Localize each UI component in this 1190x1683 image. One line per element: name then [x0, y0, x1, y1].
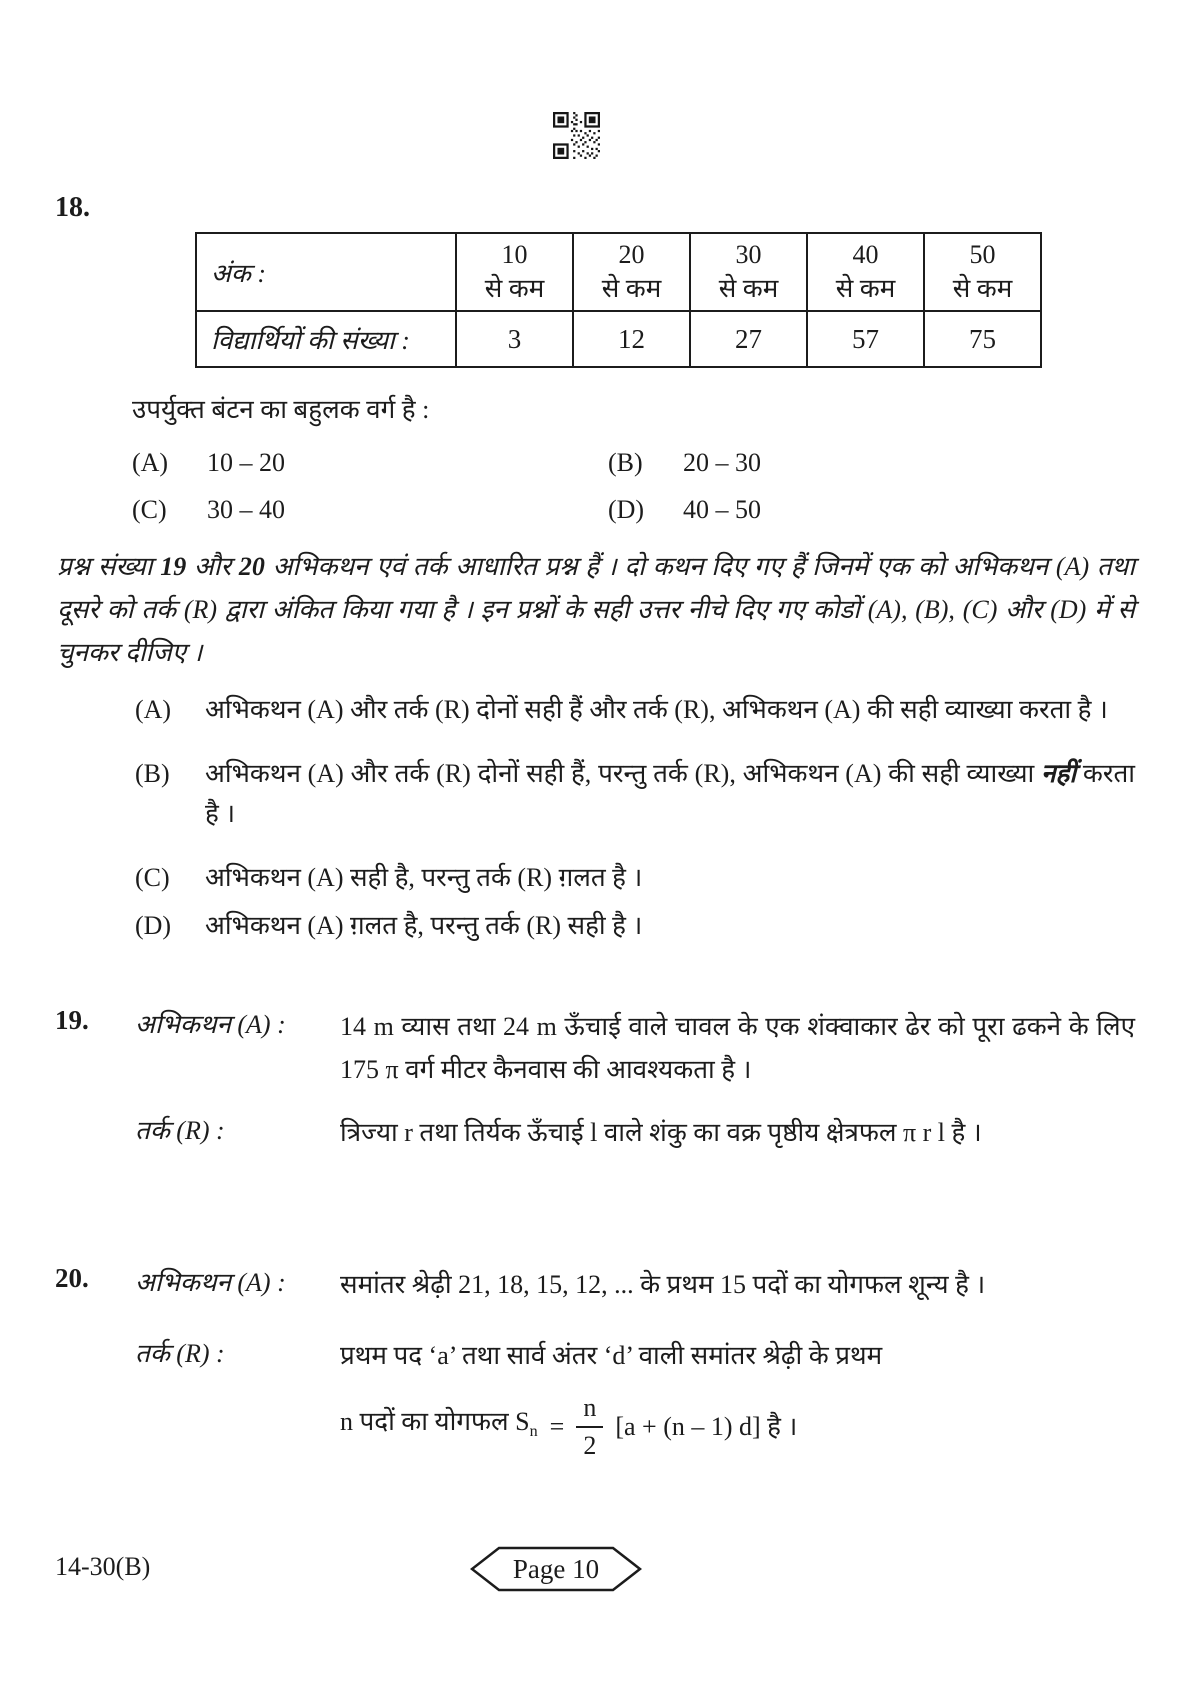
- col-header-caption: से कम: [835, 274, 896, 303]
- frequency-table: [195, 232, 1042, 368]
- table-row-header-students: विद्यार्थियों की संख्या :: [196, 311, 456, 367]
- intro-question-number: 20: [238, 552, 265, 581]
- code-text: [205, 754, 1135, 834]
- col-header-number: 50: [969, 240, 996, 270]
- formula-prefix: [340, 1400, 538, 1453]
- spacer: [55, 1334, 135, 1461]
- table-col-header: [456, 233, 573, 311]
- q19-reason-row: [55, 1111, 1135, 1154]
- q19-assertion-row: [55, 1005, 1135, 1091]
- question-18-number: 18.: [55, 192, 90, 223]
- table-data-row: [196, 311, 1041, 367]
- assertion-text: समांतर श्रेढ़ी 21, 18, 15, 12, ... के प्रथम 15 पदों का योगफल शून्य है ।: [340, 1270, 986, 1299]
- option-row: [132, 495, 1092, 542]
- intro-segment: अभिकथन एवं तर्क आधारित प्रश्न हैं । दो कथन दिए गए हैं जिनमें एक को अभिकथन (A) तथा दूसरे को तर्क (R) द्वारा अंकित किया गया है । इन प्रश्नों के सही उत्तर नीचे दिए गए कोडों (A), (B), (C) और (D) में से चुनकर दीजिए ।: [57, 552, 1136, 667]
- assertion-text: 14 m व्यास तथा 24 m ऊँचाई वाले चावल के एक शंक्वाकार ढेर को पूरा ढकने के लिए 175 π वर्ग मीटर कैनवास की आवश्यकता है ।: [340, 1012, 1135, 1084]
- option-c: [132, 495, 608, 542]
- option-d: [608, 495, 1084, 542]
- equals-sign: =: [549, 1412, 565, 1442]
- option-text: 10 – 20: [207, 448, 285, 477]
- fraction-n-over-2: [576, 1393, 603, 1461]
- question-20-number: 20.: [55, 1263, 89, 1293]
- qr-code: [553, 112, 600, 159]
- question-20: [55, 1263, 1135, 1461]
- option-label: (A): [132, 448, 169, 477]
- paper-code: 14-30(B): [55, 1552, 151, 1581]
- table-cell-value: 27: [690, 311, 807, 367]
- sum-formula: [340, 1393, 1135, 1461]
- col-header-number: 40: [852, 240, 879, 270]
- formula-suffix: [a + (n – 1) d] है ।: [615, 1412, 798, 1442]
- fraction-denominator: 2: [583, 1430, 597, 1460]
- option-label: (B): [608, 448, 643, 477]
- option-text: 20 – 30: [683, 448, 761, 477]
- code-text-segment: करता है ।: [205, 759, 1136, 828]
- code-label: (D): [135, 911, 172, 940]
- formula-prefix-text: n पदों का योगफल S: [340, 1407, 530, 1437]
- col-header-caption: से कम: [952, 274, 1013, 303]
- table-cell-value: 3: [456, 311, 573, 367]
- option-label: (C): [132, 495, 167, 524]
- col-header-number: 30: [735, 240, 762, 270]
- option-b: [608, 448, 1084, 495]
- option-row: [132, 448, 1092, 495]
- col-header-caption: से कम: [718, 274, 779, 303]
- code-text-segment: अभिकथन (A) और तर्क (R) दोनों सही हैं, परन्तु तर्क (R), अभिकथन (A) की सही व्याख्या: [205, 759, 1042, 788]
- option-label: (D): [608, 495, 645, 524]
- question-19: [55, 1005, 1135, 1154]
- question-19-number: 19.: [55, 1005, 89, 1035]
- code-text-segment: अभिकथन (A) सही है, परन्तु तर्क (R) ग़लत है ।: [205, 863, 643, 892]
- q18-prompt: उपर्युक्त बंटन का बहुलक वर्ग है :: [132, 395, 430, 424]
- answer-codes-list: [135, 690, 1135, 970]
- table-col-header: [690, 233, 807, 311]
- intro-segment: प्रश्न संख्या: [57, 552, 161, 581]
- col-header-number: 10: [501, 240, 528, 270]
- table-col-header: [807, 233, 924, 311]
- code-option-d: [135, 906, 1135, 946]
- option-text: 40 – 50: [683, 495, 761, 524]
- code-text-segment: अभिकथन (A) ग़लत है, परन्तु तर्क (R) सही है ।: [205, 911, 643, 940]
- reason-label: तर्क (R) :: [135, 1116, 225, 1145]
- table-col-header: [573, 233, 690, 311]
- reason-text: त्रिज्या r तथा तिर्यक ऊँचाई l वाले शंकु का वक्र पृष्ठीय क्षेत्रफल π r l है ।: [340, 1118, 982, 1147]
- code-label: (B): [135, 759, 170, 788]
- intro-segment: और: [186, 552, 239, 581]
- table-cell-value: 12: [573, 311, 690, 367]
- code-label: (A): [135, 695, 172, 724]
- code-text-emphasis: नहीं: [1041, 759, 1077, 788]
- assertion-label: अभिकथन (A) :: [135, 1268, 286, 1297]
- col-header-caption: से कम: [484, 274, 545, 303]
- table-header-row: [196, 233, 1041, 311]
- code-option-c: [135, 858, 1135, 898]
- reason-text-line: प्रथम पद ‘a’ तथा सार्व अंतर ‘d’ वाली समांतर श्रेढ़ी के प्रथम: [340, 1341, 883, 1370]
- col-header-number: 20: [618, 240, 645, 270]
- table-cell-value: 57: [807, 311, 924, 367]
- code-text-segment: अभिकथन (A) और तर्क (R) दोनों सही हैं और तर्क (R), अभिकथन (A) की सही व्याख्या करता है ।: [205, 695, 1108, 724]
- code-label: (C): [135, 863, 170, 892]
- page-number-badge: [470, 1546, 642, 1592]
- code-option-b: [135, 754, 1135, 834]
- code-text: [205, 906, 1135, 946]
- table-cell-value: 75: [924, 311, 1041, 367]
- table-col-header: [924, 233, 1041, 311]
- page-number-text: Page 10: [512, 1553, 600, 1584]
- reason-label: तर्क (R) :: [135, 1339, 225, 1368]
- fraction-numerator: n: [576, 1393, 603, 1428]
- q20-reason-row: [55, 1334, 1135, 1461]
- q20-assertion-row: [55, 1263, 1135, 1306]
- code-option-a: [135, 690, 1135, 730]
- assertion-reason-instructions: [57, 545, 1135, 674]
- formula-subscript: n: [529, 1423, 538, 1441]
- option-text: 30 – 40: [207, 495, 285, 524]
- code-text: [205, 690, 1135, 730]
- spacer: [55, 1111, 135, 1154]
- option-a: [132, 448, 608, 495]
- table-row-header-marks: अंक :: [196, 233, 456, 311]
- intro-question-number: 19: [160, 552, 187, 581]
- code-text: [205, 858, 1135, 898]
- reason-text: [340, 1334, 1135, 1461]
- col-header-caption: से कम: [601, 274, 662, 303]
- assertion-label: अभिकथन (A) :: [135, 1010, 286, 1039]
- q18-options: [132, 448, 1092, 542]
